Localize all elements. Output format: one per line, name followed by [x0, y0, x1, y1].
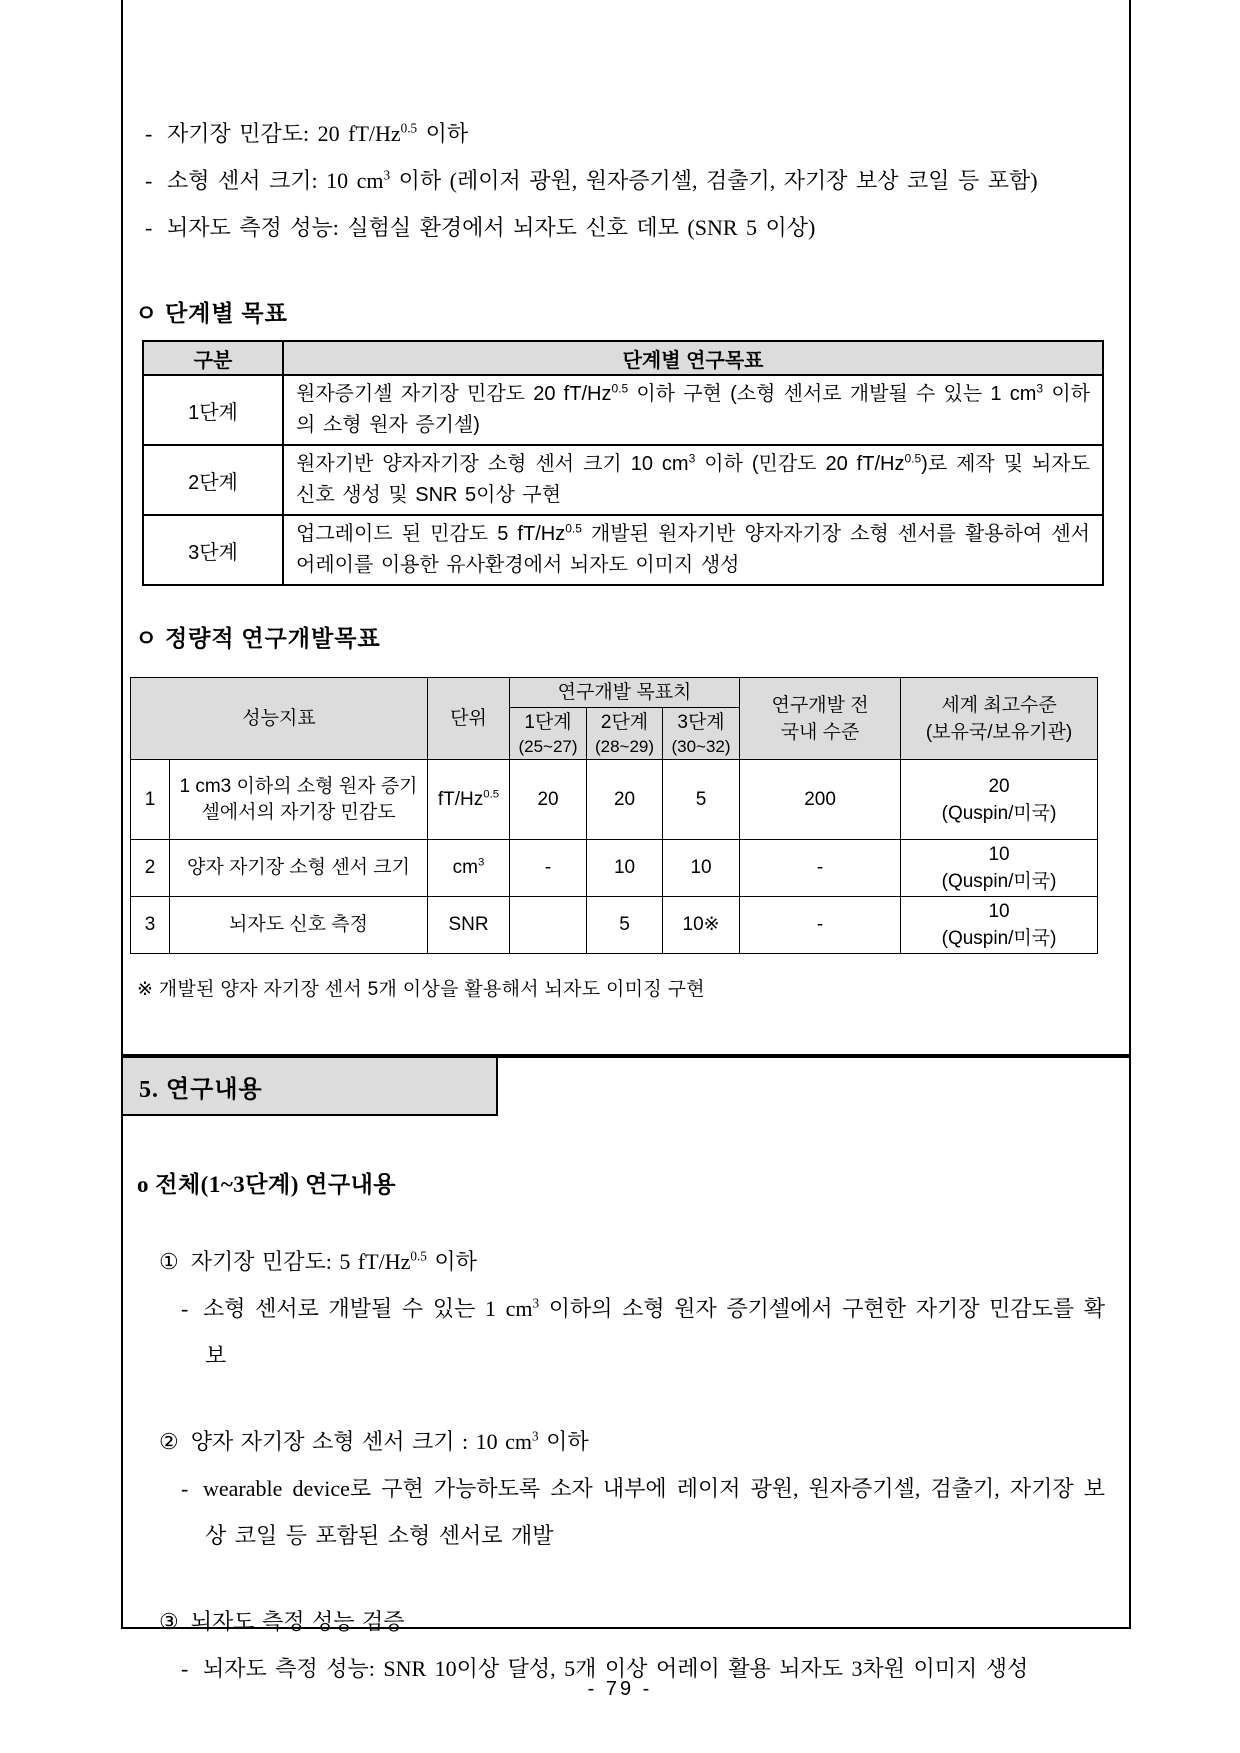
circled-number-marker: ① — [159, 1249, 179, 1274]
objective-text: 원자증기셀 자기장 민감도 20 fT/Hz — [296, 383, 612, 405]
superscript: 3 — [1036, 381, 1044, 396]
item-title-text: 이하 — [426, 1249, 477, 1274]
superscript: 0.5 — [410, 1248, 427, 1264]
item-title-text: 이하 — [538, 1429, 589, 1454]
unit-text: cm — [452, 857, 478, 878]
domestic-value: - — [740, 897, 901, 954]
header-objective: 단계별 연구목표 — [283, 341, 1103, 375]
bullet-item — [145, 204, 1103, 251]
circled-number-marker: ② — [159, 1429, 179, 1454]
table-row — [131, 897, 1098, 954]
superscript: 3 — [532, 1428, 539, 1444]
row-number: 2 — [131, 840, 170, 897]
item-sub-text: 소형 센서로 개발될 수 있는 1 cm — [203, 1296, 533, 1321]
section5-content — [123, 1058, 1129, 1692]
item-sub — [181, 1465, 1105, 1559]
dash-bullet: - — [145, 121, 153, 146]
stage2-value: 10 — [587, 840, 663, 897]
header-division: 구분 — [143, 341, 283, 375]
stage-cell: 3단계 — [143, 515, 283, 585]
stage2-range: (28~29) — [594, 736, 655, 756]
circled-number-marker: ③ — [159, 1609, 179, 1634]
item-title-text: 뇌자도 측정 성능 검증 — [190, 1609, 405, 1634]
header-domestic — [740, 678, 901, 760]
domestic-value: - — [740, 840, 901, 897]
superscript: 0.5 — [611, 381, 629, 396]
row-number: 1 — [131, 760, 170, 840]
overall-heading: o 전체(1~3단계) 연구내용 — [137, 1172, 397, 1197]
world-value — [901, 897, 1098, 954]
header-world-line1: 세계 최고수준 — [941, 694, 1057, 716]
dash-bullet: - — [181, 1656, 189, 1681]
header-domestic-line2: 국내 수준 — [780, 721, 860, 743]
dash-bullet: - — [181, 1296, 189, 1321]
indicator-cell: 뇌자도 신호 측정 — [170, 897, 428, 954]
stage1-label: 1단계 — [524, 711, 572, 733]
header-stage3 — [663, 708, 740, 760]
header-indicator: 성능지표 — [131, 678, 428, 760]
superscript: 0.5 — [565, 521, 582, 536]
header-domestic-line1: 연구개발 전 — [771, 694, 869, 716]
research-item — [137, 1239, 1105, 1379]
item-title-text: 자기장 민감도: 5 fT/Hz — [190, 1249, 411, 1274]
objective-text: 원자기반 양자자기장 소형 센서 크기 10 cm — [296, 453, 689, 475]
header-world-line2: (보유국/보유기관) — [925, 721, 1073, 743]
stage3-range: (30~32) — [671, 736, 731, 756]
objective-text: 업그레이드 된 민감도 5 fT/Hz — [296, 523, 566, 545]
stage2-value: 5 — [587, 897, 663, 954]
world-value-line2: (Quspin/미국) — [941, 802, 1057, 824]
header-target: 연구개발 목표치 — [510, 678, 740, 708]
table-header-row — [131, 678, 1098, 708]
row-number: 3 — [131, 897, 170, 954]
world-value-line2: (Quspin/미국) — [941, 928, 1057, 949]
world-value-line1: 20 — [988, 775, 1010, 797]
table-row — [143, 445, 1103, 515]
item-title-text: 양자 자기장 소형 센서 크기 : 10 cm — [190, 1429, 532, 1454]
dash-bullet: - — [181, 1476, 189, 1501]
bullet-text: 이하 — [417, 121, 469, 146]
stage1-value: - — [510, 840, 587, 897]
unit-cell — [428, 760, 510, 840]
unit-cell — [428, 840, 510, 897]
research-item — [137, 1419, 1105, 1559]
superscript: 3 — [688, 451, 696, 466]
stage3-label: 3단계 — [677, 711, 725, 733]
item-title — [159, 1239, 1105, 1285]
objective-text: 개발된 원자기반 양자자기장 소형 센서를 활용하여 센서 어레이를 이용한 유사환경에서 뇌자도 이미지 생성 — [296, 523, 1090, 576]
world-value — [901, 760, 1098, 840]
intro-bullet-list — [123, 0, 1129, 251]
item-sub-text: 이하의 소형 원자 증기셀에서 구현한 자기장 민감도를 확보 — [205, 1296, 1105, 1368]
section5-content-box — [121, 1056, 1131, 1681]
header-stage2 — [587, 708, 663, 760]
continuation-box — [121, 0, 1131, 1056]
superscript: 3 — [383, 167, 391, 183]
world-value-line1: 10 — [988, 901, 1010, 922]
superscript: 0.5 — [483, 788, 500, 801]
table-row — [131, 840, 1098, 897]
bullet-text: 이하 (레이저 광원, 원자증기셀, 검출기, 자기장 보상 코일 등 포함) — [390, 168, 1038, 193]
stage-cell: 2단계 — [143, 445, 283, 515]
bullet-text: 소형 센서 크기: 10 cm — [167, 168, 384, 193]
section5-header-box — [121, 1056, 498, 1116]
table-row — [131, 760, 1098, 840]
stage3-value: 10※ — [663, 897, 740, 954]
objective-text: )로 제작 및 뇌자도 신호 생성 및 SNR 5이상 구현 — [296, 453, 1090, 506]
world-value-line2: (Quspin/미국) — [941, 871, 1057, 892]
superscript: 3 — [478, 856, 485, 869]
superscript: 3 — [532, 1295, 540, 1311]
objective-cell — [283, 445, 1103, 515]
item-title — [159, 1419, 1105, 1465]
bullet-item — [145, 110, 1103, 157]
objective-text: 이하 구현 (소형 센서로 개발될 수 있는 1 cm — [628, 383, 1037, 405]
stage1-value — [510, 897, 587, 954]
stage1-range: (25~27) — [518, 736, 578, 756]
dash-bullet: - — [145, 168, 153, 193]
dash-bullet: - — [145, 215, 153, 240]
stage2-value: 20 — [587, 760, 663, 840]
indicator-cell: 1 cm3 이하의 소형 원자 증기셀에서의 자기장 민감도 — [170, 760, 428, 840]
superscript: 0.5 — [904, 451, 922, 466]
objective-text: 이하 (민감도 20 fT/Hz — [695, 453, 905, 475]
stage1-value: 20 — [510, 760, 587, 840]
stage2-label: 2단계 — [600, 711, 649, 733]
stage-goals-table — [142, 340, 1104, 586]
page-number: - 79 - — [587, 1678, 653, 1700]
bullet-item — [145, 157, 1103, 204]
quant-goals-table — [130, 677, 1098, 954]
unit-text: fT/Hz — [437, 788, 484, 810]
item-sub — [181, 1285, 1105, 1379]
indicator-cell: 양자 자기장 소형 센서 크기 — [170, 840, 428, 897]
objective-cell — [283, 515, 1103, 585]
stage3-value: 5 — [663, 760, 740, 840]
bullet-text: 자기장 민감도: 20 fT/Hz — [167, 121, 401, 146]
objective-text: 이하의 소형 원자 증기셀) — [296, 383, 1090, 436]
stage-goals-heading: ㅇ 단계별 목표 — [135, 301, 288, 326]
table-row — [143, 375, 1103, 445]
item-sub-text: 뇌자도 측정 성능: SNR 10이상 달성, 5개 이상 어레이 활용 뇌자도 3차원 이미지 생성 — [203, 1656, 1029, 1681]
table-header-row — [143, 341, 1103, 375]
table-footnote: ※ 개발된 양자 자기장 센서 5개 이상을 활용해서 뇌자도 이미징 구현 — [137, 979, 705, 1000]
domestic-value: 200 — [740, 760, 901, 840]
world-value — [901, 840, 1098, 897]
objective-cell — [283, 375, 1103, 445]
header-stage1 — [510, 708, 587, 760]
superscript: 0.5 — [400, 120, 418, 136]
section5-title: 5. 연구내용 — [139, 1076, 263, 1103]
unit-text: SNR — [448, 914, 489, 935]
table-row — [143, 515, 1103, 585]
unit-cell — [428, 897, 510, 954]
stage-cell: 1단계 — [143, 375, 283, 445]
item-sub-text: wearable device로 구현 가능하도록 소자 내부에 레이저 광원, 원자증기셀, 검출기, 자기장 보상 코일 등 포함된 소형 센서로 개발 — [203, 1476, 1105, 1548]
header-world — [901, 678, 1098, 760]
item-title — [159, 1599, 1105, 1645]
header-unit: 단위 — [428, 678, 510, 760]
world-value-line1: 10 — [988, 844, 1010, 865]
bullet-text: 뇌자도 측정 성능: 실험실 환경에서 뇌자도 신호 데모 (SNR 5 이상) — [167, 215, 816, 240]
stage3-value: 10 — [663, 840, 740, 897]
quant-goals-heading: ㅇ 정량적 연구개발목표 — [135, 626, 381, 651]
